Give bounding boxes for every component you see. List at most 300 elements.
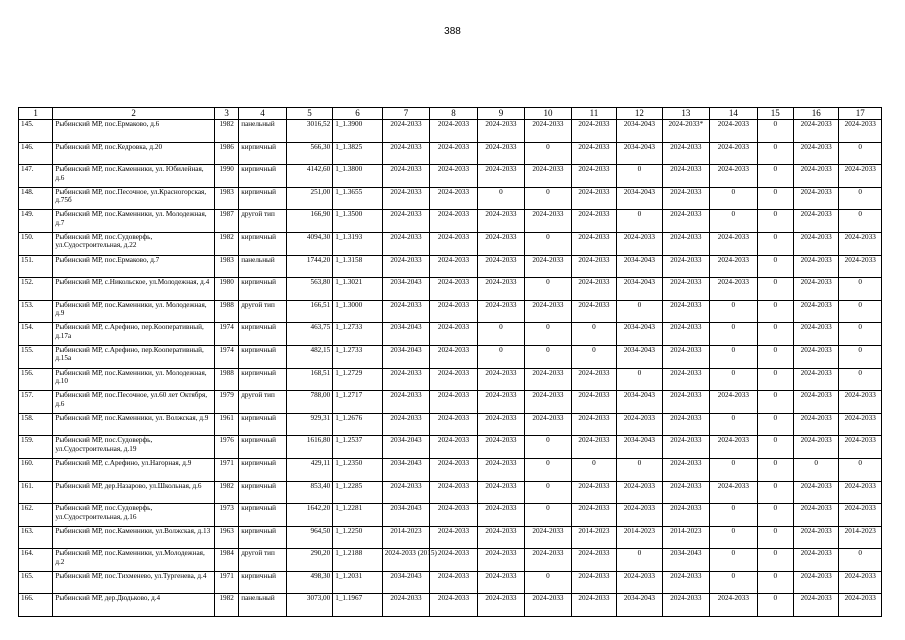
column-header: 7 [382, 108, 429, 120]
period-cell: 0 [757, 549, 793, 572]
period-cell: 2024-2033 [710, 165, 757, 188]
table-row [19, 142, 882, 165]
period-cell: 0 [839, 187, 882, 210]
period-cell: 0 [757, 526, 793, 549]
period-cell: 2034-2043 [382, 345, 429, 368]
year-cell: 1961 [215, 413, 239, 436]
index-cell: 1_1.2733 [333, 323, 383, 346]
address-cell: Рыбинский МР, с.Арефино, пер.Кооперативный, д.15а [53, 345, 215, 368]
year-cell: 1963 [215, 526, 239, 549]
wall-type-cell: другой тип [239, 300, 286, 323]
index-cell: 1_1.2281 [333, 504, 383, 527]
period-cell: 0 [757, 458, 793, 481]
year-cell: 1987 [215, 210, 239, 233]
period-cell: 2024-2033 [710, 232, 757, 255]
period-cell: 2024-2033 [617, 232, 662, 255]
period-cell: 0 [839, 368, 882, 391]
period-cell: 2024-2033 [430, 120, 477, 143]
period-cell: 2024-2033 [430, 571, 477, 594]
period-cell: 2034-2043 [382, 436, 429, 459]
table-row [19, 391, 882, 414]
period-cell: 2024-2033 [430, 278, 477, 301]
wall-type-cell: кирпичный [239, 571, 286, 594]
area-cell: 3073,00 [286, 594, 332, 617]
wall-type-cell: панельный [239, 594, 286, 617]
period-cell: 0 [525, 142, 571, 165]
period-cell: 2024-2033 [839, 594, 882, 617]
column-header: 13 [662, 108, 709, 120]
period-cell: 0 [839, 278, 882, 301]
period-cell: 2024-2033 [793, 255, 838, 278]
period-cell: 2024-2033 [477, 300, 524, 323]
period-cell: 2014-2023 [662, 526, 709, 549]
period-cell: 2024-2033 [662, 481, 709, 504]
area-cell: 1616,80 [286, 436, 332, 459]
period-cell: 2024-2033 [839, 413, 882, 436]
period-cell: 0 [757, 368, 793, 391]
period-cell: 2024-2033 [839, 232, 882, 255]
wall-type-cell: кирпичный [239, 345, 286, 368]
index-cell: 1_1.3158 [333, 255, 383, 278]
year-cell: 1982 [215, 120, 239, 143]
period-cell: 2024-2033 [793, 232, 838, 255]
period-cell: 2024-2033 [839, 571, 882, 594]
area-cell: 166,90 [286, 210, 332, 233]
period-cell: 0 [710, 187, 757, 210]
area-cell: 853,40 [286, 481, 332, 504]
address-cell: Рыбинский МР, пос.Судоверфь, ул.Судостроительная, д.22 [53, 232, 215, 255]
row-number: 165. [19, 571, 53, 594]
period-cell: 2024-2033 [839, 481, 882, 504]
row-number: 149. [19, 210, 53, 233]
wall-type-cell: кирпичный [239, 278, 286, 301]
period-cell: 0 [839, 458, 882, 481]
period-cell: 0 [710, 458, 757, 481]
period-cell: 2024-2033 [477, 481, 524, 504]
period-cell: 2024-2033 [525, 120, 571, 143]
period-cell: 2024-2033 [793, 345, 838, 368]
wall-type-cell: кирпичный [239, 232, 286, 255]
period-cell: 2024-2033 [477, 232, 524, 255]
year-cell: 1980 [215, 278, 239, 301]
row-number: 150. [19, 232, 53, 255]
period-cell: 2024-2033 [571, 436, 616, 459]
period-cell: 2024-2033 [382, 300, 429, 323]
header-row [19, 108, 882, 120]
period-cell: 2024-2033 [662, 142, 709, 165]
period-cell: 2014-2023 [382, 526, 429, 549]
table-row [19, 571, 882, 594]
period-cell: 0 [710, 526, 757, 549]
period-cell: 2034-2043 [617, 255, 662, 278]
period-cell: 2024-2033 [710, 391, 757, 414]
row-number: 164. [19, 549, 53, 572]
period-cell: 0 [757, 436, 793, 459]
period-cell: 2024-2033 [477, 142, 524, 165]
address-cell: Рыбинский МР, пос.Песочное, ул.60 лет Октября, д.6 [53, 391, 215, 414]
period-cell: 0 [757, 232, 793, 255]
table-row [19, 345, 882, 368]
index-cell: 1_1.2676 [333, 413, 383, 436]
period-cell: 0 [757, 278, 793, 301]
row-number: 160. [19, 458, 53, 481]
year-cell: 1974 [215, 345, 239, 368]
period-cell: 2034-2043 [617, 142, 662, 165]
row-number: 159. [19, 436, 53, 459]
period-cell: 2024-2033 [477, 210, 524, 233]
period-cell: 2024-2033 [662, 458, 709, 481]
period-cell: 2024-2033 [662, 391, 709, 414]
period-cell: 2024-2033 [430, 368, 477, 391]
column-header: 6 [333, 108, 383, 120]
period-cell: 0 [839, 300, 882, 323]
page-number: 388 [444, 26, 461, 37]
period-cell: 0 [571, 345, 616, 368]
period-cell: 2024-2033 [430, 391, 477, 414]
wall-type-cell: панельный [239, 120, 286, 143]
period-cell: 0 [757, 255, 793, 278]
period-cell: 0 [757, 571, 793, 594]
period-cell: 2024-2033 [793, 187, 838, 210]
period-cell: 0 [525, 436, 571, 459]
year-cell: 1982 [215, 594, 239, 617]
period-cell: 2024-2033 [382, 120, 429, 143]
period-cell: 2024-2033 [430, 504, 477, 527]
year-cell: 1984 [215, 549, 239, 572]
column-header: 11 [571, 108, 616, 120]
period-cell: 2024-2033 [382, 210, 429, 233]
column-header: 3 [215, 108, 239, 120]
period-cell: 2024-2033 [382, 413, 429, 436]
period-cell: 0 [525, 232, 571, 255]
period-cell: 0 [525, 504, 571, 527]
index-cell: 1_1.2733 [333, 345, 383, 368]
period-cell: 0 [525, 323, 571, 346]
housing-register-table [18, 107, 882, 617]
address-cell: Рыбинский МР, пос.Каменники, ул. Молодежная, д.10 [53, 368, 215, 391]
period-cell: 0 [525, 571, 571, 594]
period-cell: 2024-2033 [571, 142, 616, 165]
period-cell: 2024-2033 [430, 345, 477, 368]
period-cell: 2024-2033 [571, 549, 616, 572]
period-cell: 2024-2033 [662, 300, 709, 323]
area-cell: 964,50 [286, 526, 332, 549]
period-cell: 2024-2033 [571, 165, 616, 188]
period-cell: 2024-2033 [571, 278, 616, 301]
table-row [19, 458, 882, 481]
wall-type-cell: кирпичный [239, 413, 286, 436]
index-cell: 1_1.3825 [333, 142, 383, 165]
period-cell: 2024-2033 [382, 142, 429, 165]
area-cell: 482,15 [286, 345, 332, 368]
address-cell: Рыбинский МР, пос.Каменники, ул.Молодежная, д.2 [53, 549, 215, 572]
period-cell: 2024-2033 [662, 504, 709, 527]
area-cell: 566,30 [286, 142, 332, 165]
period-cell: 2024-2033 [839, 120, 882, 143]
year-cell: 1983 [215, 255, 239, 278]
period-cell: 2024-2033 [525, 255, 571, 278]
wall-type-cell: кирпичный [239, 436, 286, 459]
period-cell: 0 [525, 458, 571, 481]
period-cell: 0 [839, 142, 882, 165]
index-cell: 1_1.3500 [333, 210, 383, 233]
period-cell: 2024-2033 [382, 165, 429, 188]
period-cell: 2024-2033 [710, 436, 757, 459]
row-number: 148. [19, 187, 53, 210]
area-cell: 168,51 [286, 368, 332, 391]
period-cell: 2024-2033 [839, 165, 882, 188]
period-cell: 0 [757, 210, 793, 233]
period-cell: 2024-2033 [662, 210, 709, 233]
period-cell: 0 [839, 323, 882, 346]
period-cell: 2034-2043 [617, 323, 662, 346]
wall-type-cell: кирпичный [239, 187, 286, 210]
period-cell: 0 [525, 481, 571, 504]
wall-type-cell: кирпичный [239, 481, 286, 504]
period-cell: 2024-2033 [793, 571, 838, 594]
period-cell: 2034-2043 [382, 323, 429, 346]
column-header: 12 [617, 108, 662, 120]
period-cell: 2024-2033 [662, 232, 709, 255]
index-cell: 1_1.2729 [333, 368, 383, 391]
table-row [19, 549, 882, 572]
wall-type-cell: кирпичный [239, 368, 286, 391]
period-cell: 0 [757, 594, 793, 617]
period-cell: 0 [710, 323, 757, 346]
column-header: 17 [839, 108, 882, 120]
period-cell: 2024-2033 [662, 413, 709, 436]
row-number: 147. [19, 165, 53, 188]
period-cell: 2024-2033 [477, 504, 524, 527]
table-row [19, 120, 882, 143]
period-cell: 0 [710, 300, 757, 323]
period-cell: 2034-2043 [382, 571, 429, 594]
table-row [19, 323, 882, 346]
period-cell: 0 [525, 345, 571, 368]
table-row [19, 210, 882, 233]
year-cell: 1982 [215, 232, 239, 255]
row-number: 155. [19, 345, 53, 368]
period-cell: 0 [839, 345, 882, 368]
index-cell: 1_1.1967 [333, 594, 383, 617]
period-cell: 2024-2033 [382, 232, 429, 255]
period-cell: 2024-2033 [793, 323, 838, 346]
period-cell: 2024-2033 [571, 594, 616, 617]
table-row [19, 526, 882, 549]
index-cell: 1_1.2250 [333, 526, 383, 549]
area-cell: 290,20 [286, 549, 332, 572]
period-cell: 2024-2033 [793, 210, 838, 233]
period-cell: 2024-2033 [477, 368, 524, 391]
table-row [19, 594, 882, 617]
wall-type-cell: кирпичный [239, 458, 286, 481]
address-cell: Рыбинский МР, дер.Назарово, ул.Школьная, д.6 [53, 481, 215, 504]
period-cell: 2024-2033 [710, 278, 757, 301]
period-cell: 2024-2033 [839, 436, 882, 459]
period-cell: 2024-2033 [793, 278, 838, 301]
period-cell: 2024-2033 [617, 481, 662, 504]
period-cell: 2024-2033 [662, 323, 709, 346]
period-cell: 2024-2033 [571, 504, 616, 527]
period-cell: 2024-2033 [839, 504, 882, 527]
period-cell: 2024-2033 [662, 278, 709, 301]
index-cell: 1_1.3655 [333, 187, 383, 210]
table-row [19, 187, 882, 210]
address-cell: Рыбинский МР, пос.Песочное, ул.Красногорская, д.75б [53, 187, 215, 210]
address-cell: Рыбинский МР, пос.Каменники, ул. Молодежная, д.9 [53, 300, 215, 323]
wall-type-cell: другой тип [239, 391, 286, 414]
period-cell: 2024-2033 [430, 165, 477, 188]
period-cell: 0 [617, 210, 662, 233]
period-cell: 2024-2033 [571, 391, 616, 414]
period-cell: 2024-2033 [430, 232, 477, 255]
period-cell: 2024-2033 [571, 368, 616, 391]
period-cell: 0 [710, 368, 757, 391]
period-cell: 0 [839, 210, 882, 233]
row-number: 158. [19, 413, 53, 436]
period-cell: 2024-2033 [662, 255, 709, 278]
period-cell: 2034-2043 [617, 120, 662, 143]
column-header: 5 [286, 108, 332, 120]
period-cell: 2024-2033 [710, 481, 757, 504]
index-cell: 1_1.2537 [333, 436, 383, 459]
area-cell: 929,31 [286, 413, 332, 436]
wall-type-cell: другой тип [239, 210, 286, 233]
period-cell: 2024-2033 [662, 368, 709, 391]
table-row [19, 504, 882, 527]
period-cell: 2034-2043 [382, 278, 429, 301]
row-number: 157. [19, 391, 53, 414]
row-number: 151. [19, 255, 53, 278]
index-cell: 1_1.3000 [333, 300, 383, 323]
period-cell: 2024-2033 [525, 165, 571, 188]
period-cell: 0 [839, 549, 882, 572]
index-cell: 1_1.3900 [333, 120, 383, 143]
area-cell: 4142,60 [286, 165, 332, 188]
period-cell: 0 [617, 458, 662, 481]
address-cell: Рыбинский МР, пос.Каменники, ул. Юбилейная, д.6 [53, 165, 215, 188]
period-cell: 0 [710, 413, 757, 436]
period-cell: 0 [757, 142, 793, 165]
period-cell: 2024-2033 [430, 549, 477, 572]
period-cell: 2024-2033 [571, 481, 616, 504]
period-cell: 2024-2033 [525, 594, 571, 617]
area-cell: 563,80 [286, 278, 332, 301]
period-cell: 2024-2033 [617, 413, 662, 436]
period-cell: 2024-2033 [793, 120, 838, 143]
period-cell: 2014-2023 [571, 526, 616, 549]
year-cell: 1990 [215, 165, 239, 188]
period-cell: 2024-2033 [430, 458, 477, 481]
table-row [19, 481, 882, 504]
period-cell: 0 [477, 323, 524, 346]
period-cell: 0 [571, 323, 616, 346]
column-header: 4 [239, 108, 286, 120]
period-cell: 0 [757, 413, 793, 436]
period-cell: 2024-2033 [430, 255, 477, 278]
period-cell: 2024-2033 [525, 391, 571, 414]
period-cell: 2024-2033 [571, 232, 616, 255]
period-cell: 2024-2033 [571, 120, 616, 143]
period-cell: 2024-2033 [662, 571, 709, 594]
period-cell: 2024-2033 [477, 549, 524, 572]
period-cell: 2024-2033 [382, 481, 429, 504]
period-cell: 2024-2033 [430, 481, 477, 504]
period-cell: 0 [477, 187, 524, 210]
period-cell: 2024-2033 [662, 594, 709, 617]
period-cell: 2024-2033 [430, 187, 477, 210]
wall-type-cell: кирпичный [239, 165, 286, 188]
row-number: 166. [19, 594, 53, 617]
period-cell: 2024-2033 [662, 187, 709, 210]
address-cell: Рыбинский МР, пос.Кедровка, д.20 [53, 142, 215, 165]
area-cell: 463,75 [286, 323, 332, 346]
period-cell: 2024-2033 [477, 436, 524, 459]
period-cell: 2024-2033 [662, 436, 709, 459]
period-cell: 2024-2033 (2015) [382, 549, 429, 572]
area-cell: 788,00 [286, 391, 332, 414]
index-cell: 1_1.3021 [333, 278, 383, 301]
period-cell: 0 [793, 458, 838, 481]
period-cell: 2024-2033 [477, 526, 524, 549]
period-cell: 2024-2033 [571, 210, 616, 233]
year-cell: 1976 [215, 436, 239, 459]
period-cell: 2024-2033 [571, 187, 616, 210]
index-cell: 1_1.2031 [333, 571, 383, 594]
period-cell: 2034-2043 [382, 458, 429, 481]
period-cell: 2024-2033 [525, 549, 571, 572]
address-cell: Рыбинский МР, с.Арефино, ул.Нагорная, д.9 [53, 458, 215, 481]
row-number: 161. [19, 481, 53, 504]
row-number: 156. [19, 368, 53, 391]
period-cell: 2024-2033 [525, 300, 571, 323]
address-cell: Рыбинский МР, дер.Дюдьково, д.4 [53, 594, 215, 617]
period-cell: 2034-2043 [662, 549, 709, 572]
table-row [19, 278, 882, 301]
period-cell: 2024-2033 [793, 300, 838, 323]
period-cell: 2024-2033 [793, 368, 838, 391]
period-cell: 2024-2033 [793, 165, 838, 188]
table-row [19, 255, 882, 278]
column-header: 1 [19, 108, 53, 120]
area-cell: 1744,20 [286, 255, 332, 278]
year-cell: 1982 [215, 481, 239, 504]
period-cell: 2024-2033 [477, 571, 524, 594]
address-cell: Рыбинский МР, пос.Ермаково, д.7 [53, 255, 215, 278]
row-number: 162. [19, 504, 53, 527]
period-cell: 2024-2033 [662, 165, 709, 188]
period-cell: 2024-2033 [710, 594, 757, 617]
period-cell: 2024-2033 [571, 255, 616, 278]
area-cell: 166,51 [286, 300, 332, 323]
period-cell: 2024-2033 [525, 368, 571, 391]
period-cell: 2024-2033 [793, 436, 838, 459]
period-cell: 2024-2033 [382, 187, 429, 210]
index-cell: 1_1.3800 [333, 165, 383, 188]
address-cell: Рыбинский МР, с.Никольское, ул.Молодежная, д.4 [53, 278, 215, 301]
year-cell: 1979 [215, 391, 239, 414]
period-cell: 2024-2033 [571, 300, 616, 323]
index-cell: 1_1.3193 [333, 232, 383, 255]
index-cell: 1_1.2188 [333, 549, 383, 572]
period-cell: 0 [617, 549, 662, 572]
index-cell: 1_1.2350 [333, 458, 383, 481]
column-header: 9 [477, 108, 524, 120]
period-cell: 0 [525, 278, 571, 301]
column-header: 16 [793, 108, 838, 120]
year-cell: 1983 [215, 187, 239, 210]
area-cell: 4094,30 [286, 232, 332, 255]
